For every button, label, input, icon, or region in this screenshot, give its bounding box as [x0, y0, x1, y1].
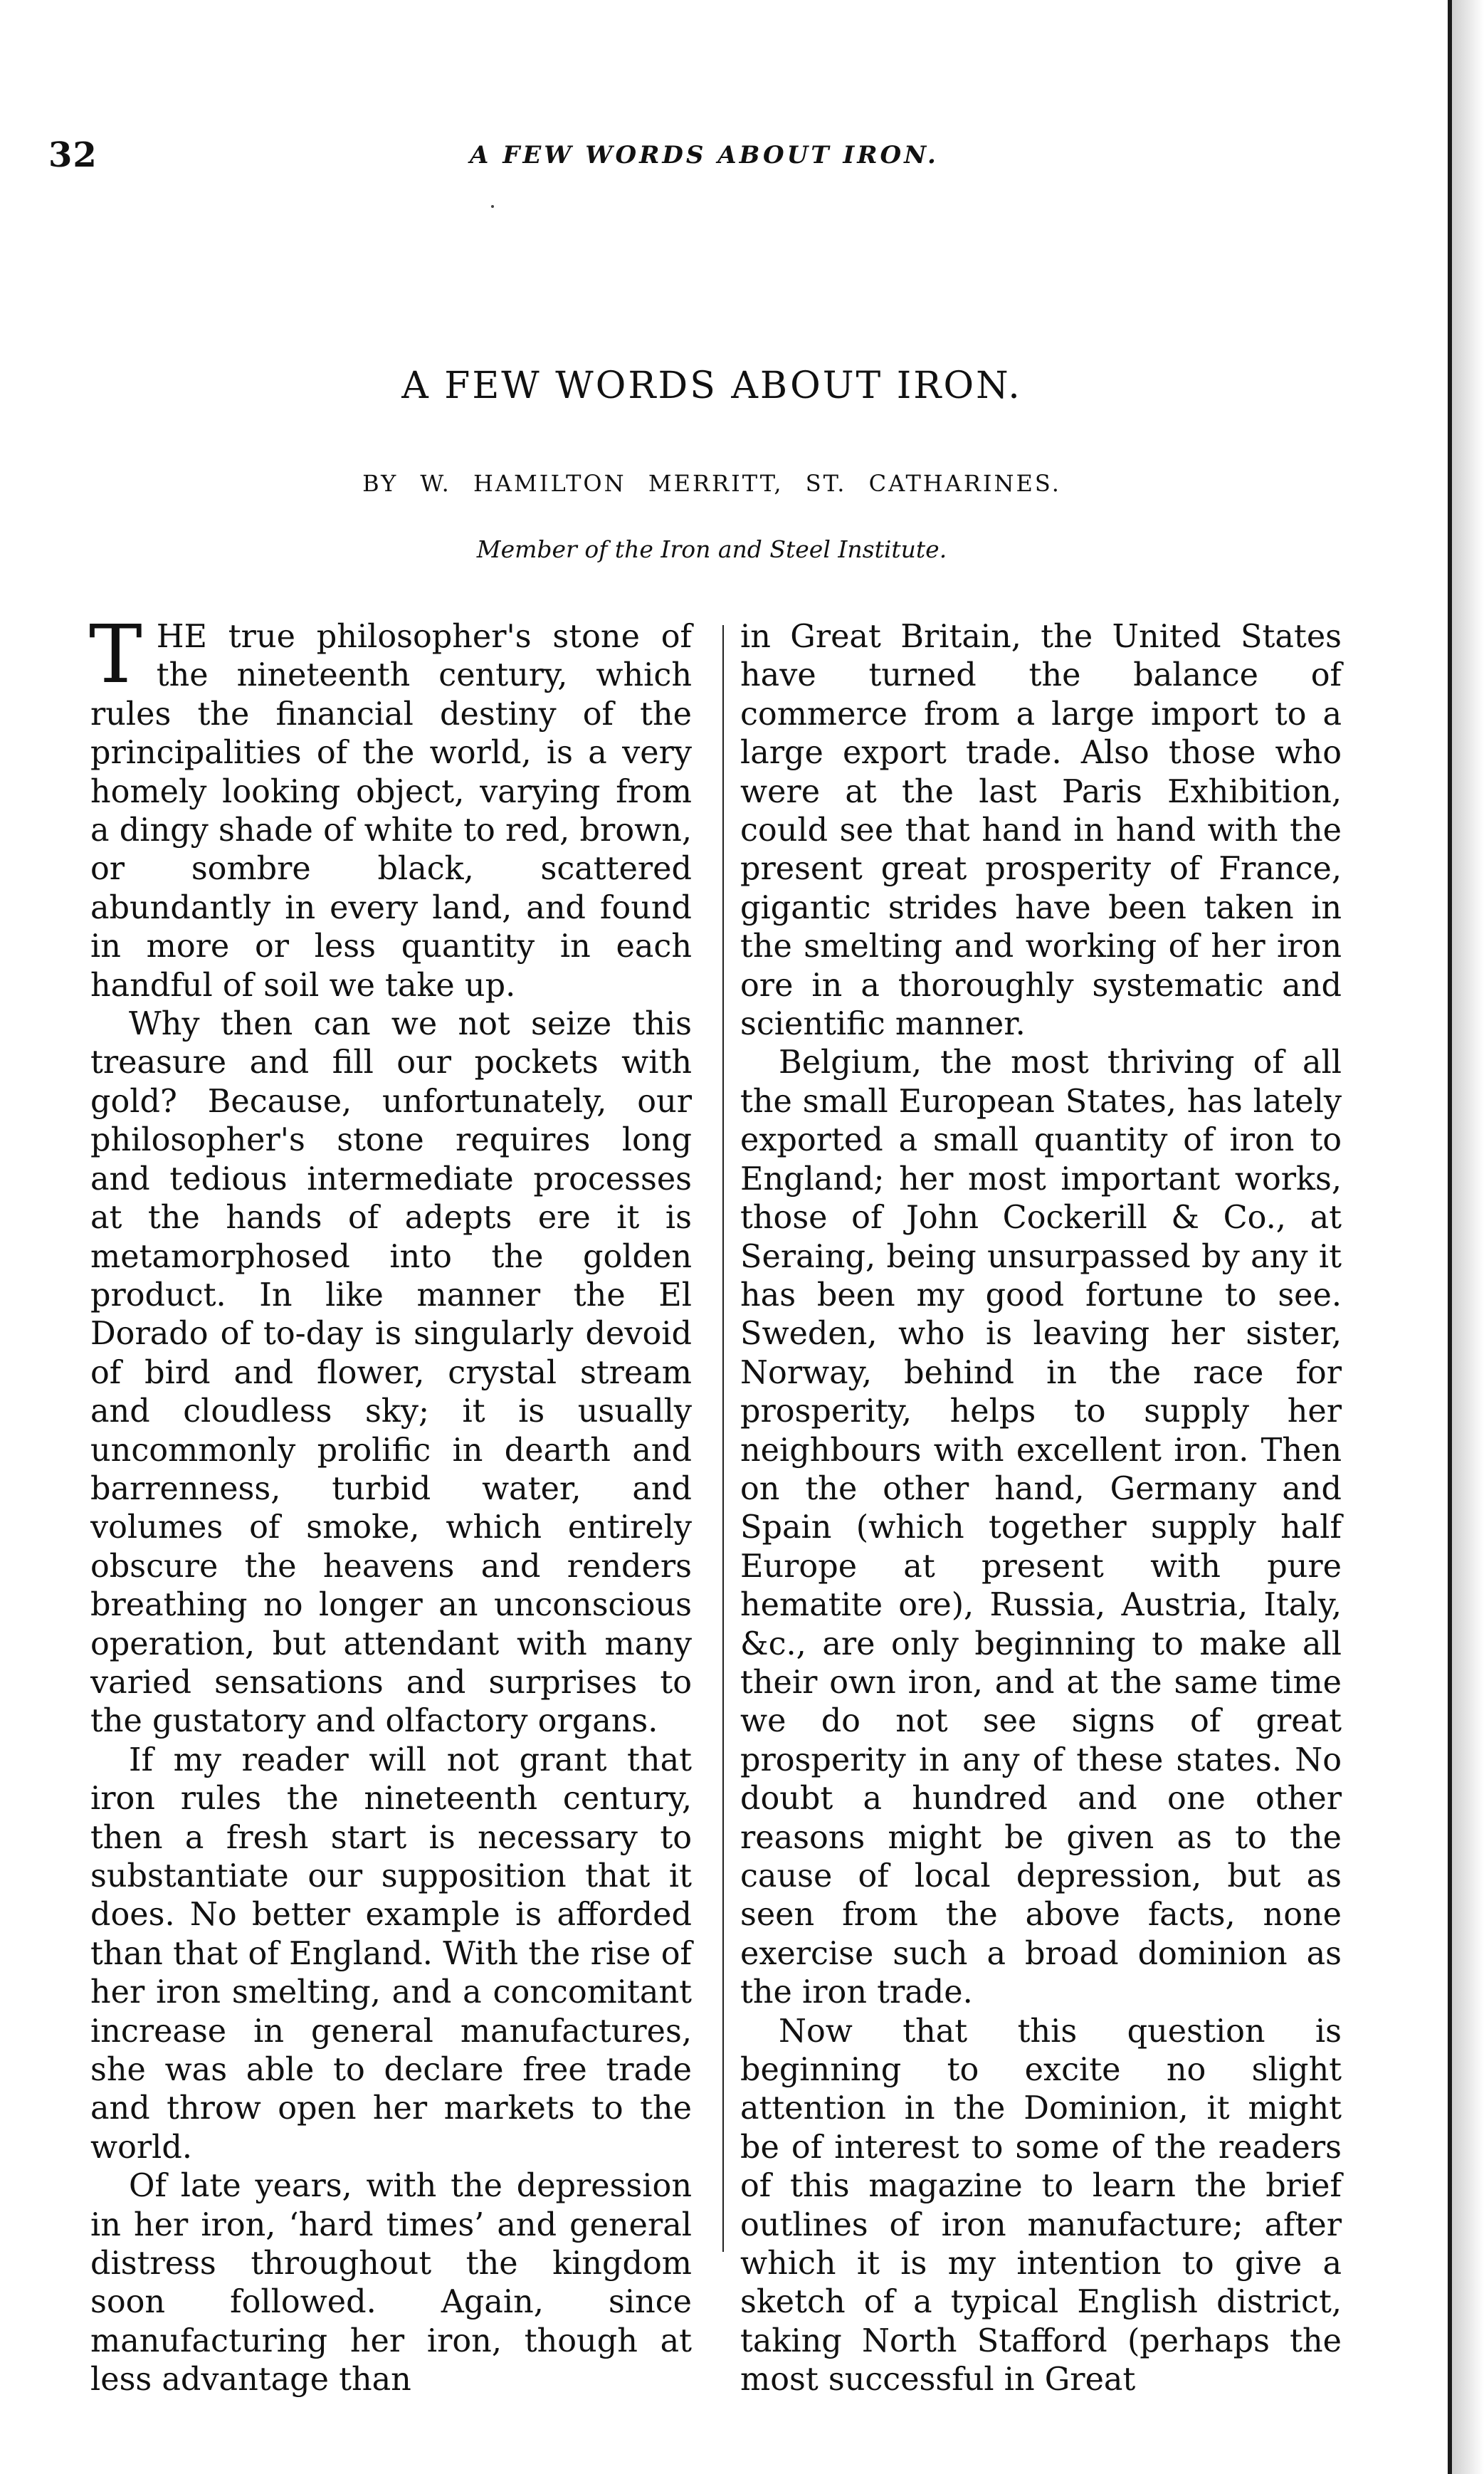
- column-divider: [722, 625, 724, 2252]
- drop-cap: T: [89, 609, 142, 701]
- article-title: A FEW WORDS ABOUT IRON.: [401, 365, 1022, 407]
- paragraph-3: If my reader will not grant that iron rules the nineteenth century, then a fresh start is necessary to substantiate our supposition that it does. No better example is afforded than that of England. With the rise of her iron smelting, and a concomitant increase in general manufactures, she was able to declare free trade and throw open her markets to the world.: [90, 1741, 692, 2166]
- paragraph-1-text: HE true philosopher's stone of the nineteenth century, which rules the financial destiny of the principalities of the world, is a very homely looking object, varying from a dingy shade of white to red, brown, or sombre black, scattered abundantly in every land, and found in more or less quantity in each handful of soil we take up.: [90, 619, 692, 1004]
- page-edge-shadow: [1452, 0, 1484, 2474]
- paragraph-6: Belgium, the most thriving of all the small European States, has lately exported a small quantity of iron to England; her most important works, those of John Cockerill & Co., at Seraing, being unsurpassed by any it has been my good fortune to see. Sweden, who is leaving her sister, Norway, behind in the race for prosperity, helps to supply her neighbours with excellent iron. Then on the other hand, Germany and Spain (which together supply half Europe at present with pure hematite ore), Russia, Austria, Italy, &c., are only beginning to make all their own iron, and at the same time we do not see signs of great prosperity in any of these states. No doubt a hundred and one other reasons might be given as to the cause of local depression, but as seen from the above facts, none exercise such a broad dominion as the iron trade.: [740, 1044, 1342, 2011]
- print-speck: [491, 205, 494, 208]
- paragraph-4: Of late years, with the depression in her iron, ‘hard times’ and general distress throughout the kingdom soon followed. Again, since manufacturing her iron, though at less advantage than: [90, 2168, 692, 2399]
- paragraph-1: [89, 609, 692, 1005]
- paragraph-7: Now that this question is beginning to excite no slight attention in the Dominion, it might be of interest to some of the readers of this magazine to learn the brief outlines of iron manufacture; after which it is my intention to give a sketch of a typical English district, taking North Stafford (perhaps the most successful in Great: [740, 2013, 1342, 2399]
- author-membership: Member of the Iron and Steel Institute.: [476, 535, 947, 563]
- paragraph-2: Why then can we not seize this treasure and fill our pockets with gold? Because, unfortunately, our philosopher's stone requires long and tedious intermediate processes at the hands of adepts ere it is metamorphosed into the golden product. In like manner the El Dorado of to-day is singularly devoid of bird and flower, crystal stream and cloudless sky; it is usually uncommonly prolific in dearth and barrenness, turbid water, and volumes of smoke, which entirely obscure the heavens and renders breathing no longer an unconscious operation, but attendant with many varied sensations and surprises to the gustatory and olfactory organs.: [90, 1006, 692, 1740]
- page-number: 32: [48, 135, 98, 175]
- left-column: [89, 609, 692, 2400]
- right-column: [740, 618, 1342, 2400]
- paragraph-5: in Great Britain, the United States have turned the balance of commerce from a large import to a large export trade. Also those who were at the last Paris Exhibition, could see that hand in hand with the present great prosperity of France, gigantic strides have been taken in the smelting and working of her iron ore in a thoroughly systematic and scientific manner.: [740, 619, 1342, 1043]
- article-byline: BY W. HAMILTON MERRITT, ST. CATHARINES.: [362, 470, 1061, 497]
- running-title: A FEW WORDS ABOUT IRON.: [470, 141, 939, 169]
